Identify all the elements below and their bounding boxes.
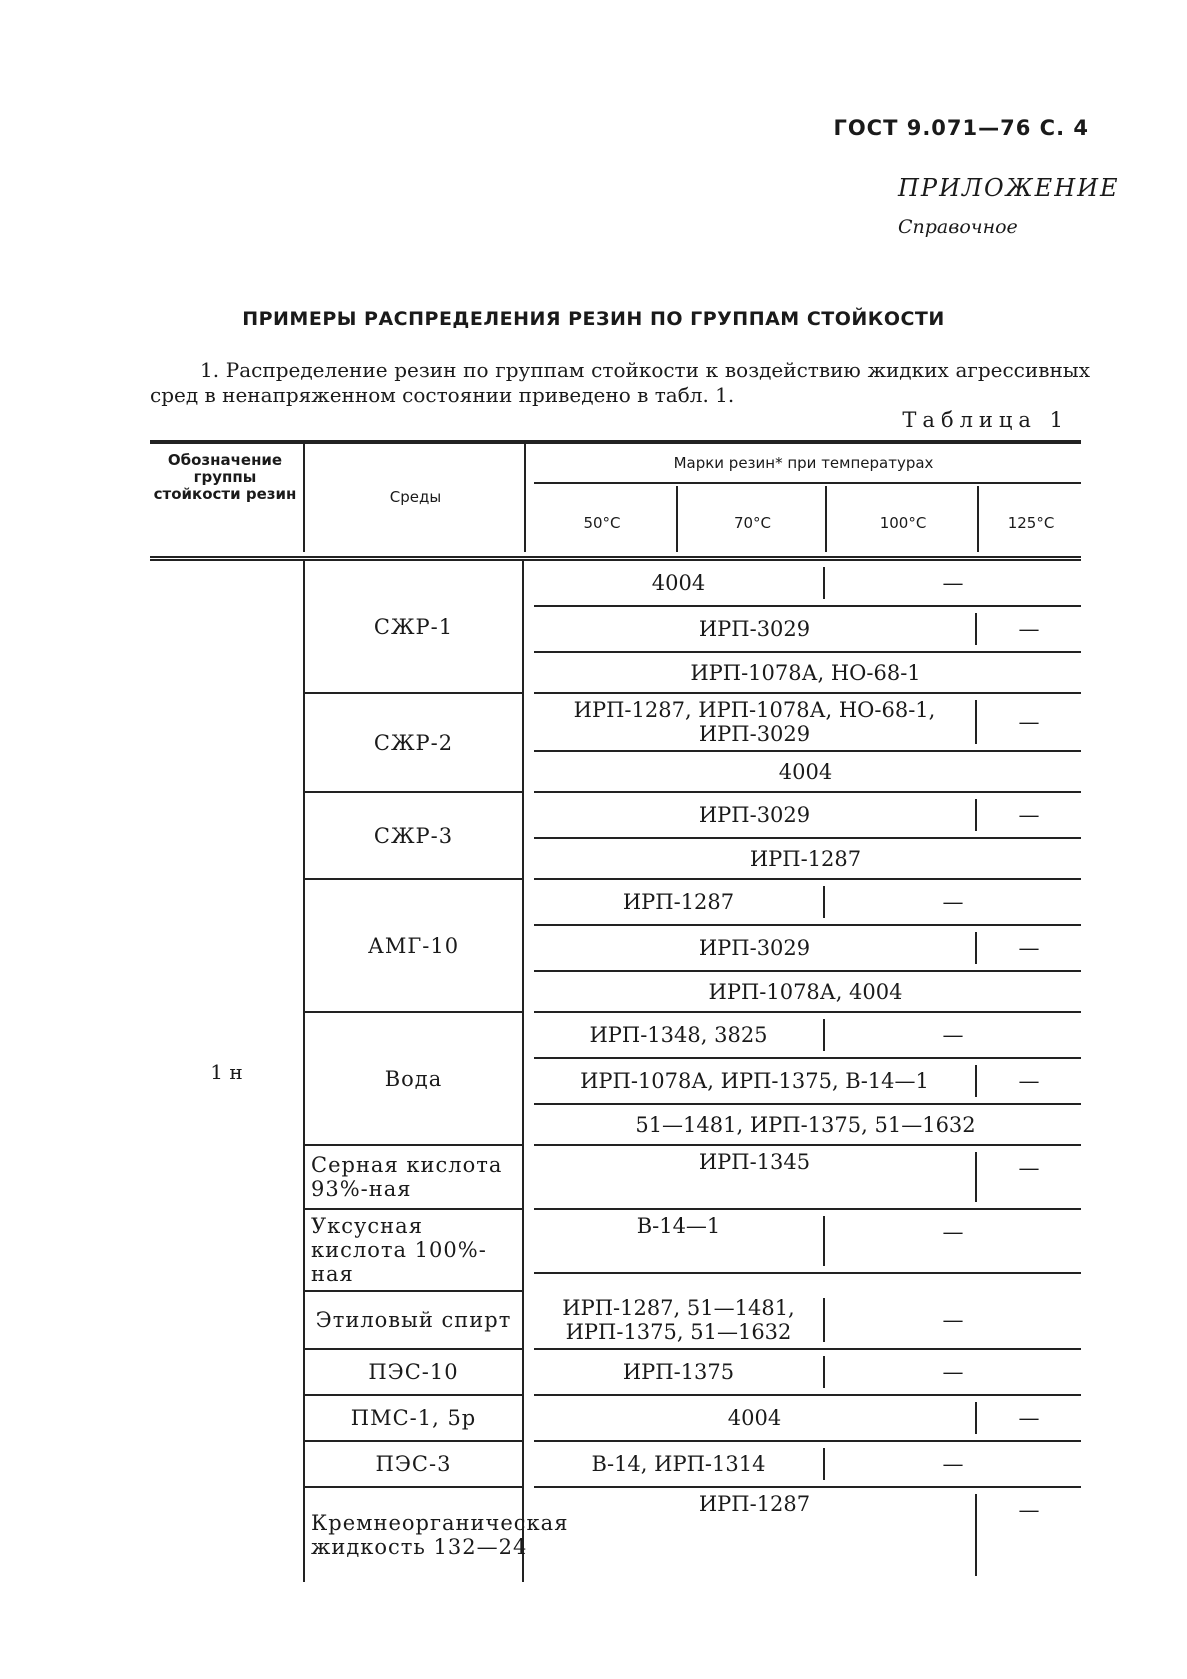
brand-line: [534, 972, 1081, 1013]
media-name: Кремнеорганическая жидкость 132—24: [303, 1488, 524, 1582]
appendix-type: Справочное: [898, 216, 1018, 238]
media-name: Серная кислота 93%-ная: [303, 1146, 524, 1210]
brand-line: [534, 839, 1081, 880]
divider: [534, 482, 1081, 484]
brand-line: [534, 1210, 1081, 1274]
brand-value: ИРП-3029: [698, 617, 811, 641]
brand-lines: [524, 1396, 1081, 1442]
group-cell: 1 н: [210, 1059, 243, 1084]
brand-lines: [524, 694, 1081, 793]
no-brand-dash: —: [975, 932, 1081, 964]
media-name: Уксусная кислота 100%-ная: [303, 1210, 524, 1292]
header-70c: 70°C: [733, 514, 772, 532]
brand-lines: [524, 1013, 1081, 1146]
brand-line: [534, 1146, 1081, 1210]
media-row: [303, 694, 1081, 793]
header-group: Обозначение группы стойкости резин: [153, 451, 297, 503]
table-header: [150, 440, 1081, 561]
media-row: [303, 561, 1081, 694]
media-name: АМГ-10: [303, 880, 524, 1013]
brand-line: [534, 1488, 1081, 1582]
media-name: СЖР-2: [303, 694, 524, 793]
brand-lines: [524, 561, 1081, 694]
media-name: СЖР-1: [303, 561, 524, 694]
brand-value: 4004: [651, 571, 706, 595]
brand-line: [534, 607, 1081, 653]
no-brand-dash: —: [823, 1216, 1081, 1266]
no-brand-dash: —: [823, 1298, 1081, 1342]
brand-value: ИРП-3029: [698, 803, 811, 827]
header-50c: 50°C: [583, 514, 621, 532]
brand-value: ИРП-1287: [749, 846, 862, 871]
brand-line: [534, 752, 1081, 793]
media-row: [303, 1396, 1081, 1442]
brand-line: [534, 694, 1081, 752]
brand-value: ИРП-1287, ИРП-1078А, НО-68-1, ИРП-3029: [573, 698, 936, 746]
media-name: СЖР-3: [303, 793, 524, 880]
brand-line: [534, 561, 1081, 607]
brand-value: 4004: [727, 1406, 782, 1430]
media-name: Вода: [303, 1013, 524, 1146]
media-row: [303, 1442, 1081, 1488]
page-title: ПРИМЕРЫ РАСПРЕДЕЛЕНИЯ РЕЗИН ПО ГРУППАМ СТОЙКОСТИ: [242, 308, 945, 330]
media-row: [303, 1146, 1081, 1210]
brand-value: ИРП-1287: [622, 890, 735, 914]
brand-lines: [524, 1350, 1081, 1396]
brand-line: [534, 1105, 1081, 1146]
no-brand-dash: —: [823, 567, 1081, 599]
no-brand-dash: —: [823, 1448, 1081, 1480]
brand-value: 51—1481, ИРП-1375, 51—1632: [635, 1112, 976, 1137]
media-name: ПМС-1, 5р: [303, 1396, 524, 1442]
brand-line: [534, 793, 1081, 839]
media-row: [303, 1350, 1081, 1396]
media-row: [303, 1292, 1081, 1350]
media-name: Этиловый спирт: [303, 1292, 524, 1350]
document-reference: ГОСТ 9.071—76 С. 4: [833, 116, 1089, 140]
no-brand-dash: —: [975, 613, 1081, 645]
no-brand-dash: —: [975, 1152, 1081, 1202]
header-100c: 100°C: [879, 514, 927, 532]
brand-value: ИРП-1287, 51—1481, ИРП-1375, 51—1632: [562, 1296, 795, 1344]
brand-lines: [524, 1442, 1081, 1488]
no-brand-dash: —: [823, 1356, 1081, 1388]
brand-line: [534, 1442, 1081, 1488]
brand-line: [534, 880, 1081, 926]
media-name: ПЭС-10: [303, 1350, 524, 1396]
media-row: [303, 1210, 1081, 1292]
brand-line: [534, 1396, 1081, 1442]
brand-lines: [524, 793, 1081, 880]
brand-value: ИРП-1375: [622, 1360, 735, 1384]
brand-value: ИРП-1078А, 4004: [708, 979, 903, 1004]
brand-value: 4004: [778, 759, 833, 784]
brand-value: ИРП-3029: [698, 936, 811, 960]
resistance-table: [150, 440, 1081, 1582]
brand-value: В-14—1: [636, 1214, 721, 1238]
no-brand-dash: —: [975, 700, 1081, 744]
brand-line: [534, 1350, 1081, 1396]
appendix-label: ПРИЛОЖЕНИЕ: [898, 174, 1120, 202]
brand-line: [534, 1013, 1081, 1059]
brand-lines: [524, 1292, 1081, 1350]
brand-value: ИРП-1078А, ИРП-1375, В-14—1: [580, 1069, 929, 1093]
brand-line: [534, 1059, 1081, 1105]
media-name: ПЭС-3: [303, 1442, 524, 1488]
header-125c: 125°C: [1007, 514, 1055, 532]
intro-paragraph: 1. Распределение резин по группам стойкости к воздействию жидких агрессивных сред в ненапряженном состоянии приведено в табл. 1.: [150, 358, 1090, 407]
brand-lines: [524, 1210, 1081, 1292]
no-brand-dash: —: [975, 1065, 1081, 1097]
brand-lines: [524, 1146, 1081, 1210]
brand-lines: [524, 880, 1081, 1013]
no-brand-dash: —: [975, 1494, 1081, 1576]
table-caption: Таблица 1: [902, 408, 1069, 432]
no-brand-dash: —: [823, 886, 1081, 918]
brand-line: [534, 926, 1081, 972]
media-row: [303, 1013, 1081, 1146]
media-row: [303, 1488, 1081, 1582]
no-brand-dash: —: [975, 799, 1081, 831]
table-body: [150, 561, 1081, 1582]
brand-value: ИРП-1345: [698, 1150, 811, 1174]
brand-line: [534, 1292, 1081, 1350]
media-list: [303, 561, 1081, 1582]
brand-line: [534, 653, 1081, 694]
no-brand-dash: —: [975, 1402, 1081, 1434]
brand-value: ИРП-1287: [698, 1492, 811, 1516]
brand-lines: [524, 1488, 1081, 1582]
brand-value: ИРП-1078А, НО-68-1: [690, 660, 921, 685]
header-media: Среды: [389, 488, 442, 506]
media-row: [303, 793, 1081, 880]
no-brand-dash: —: [823, 1019, 1081, 1051]
brand-value: В-14, ИРП-1314: [591, 1452, 766, 1476]
media-row: [303, 880, 1081, 1013]
header-brands: Марки резин* при температурах: [673, 454, 934, 472]
brand-value: ИРП-1348, 3825: [589, 1023, 768, 1047]
